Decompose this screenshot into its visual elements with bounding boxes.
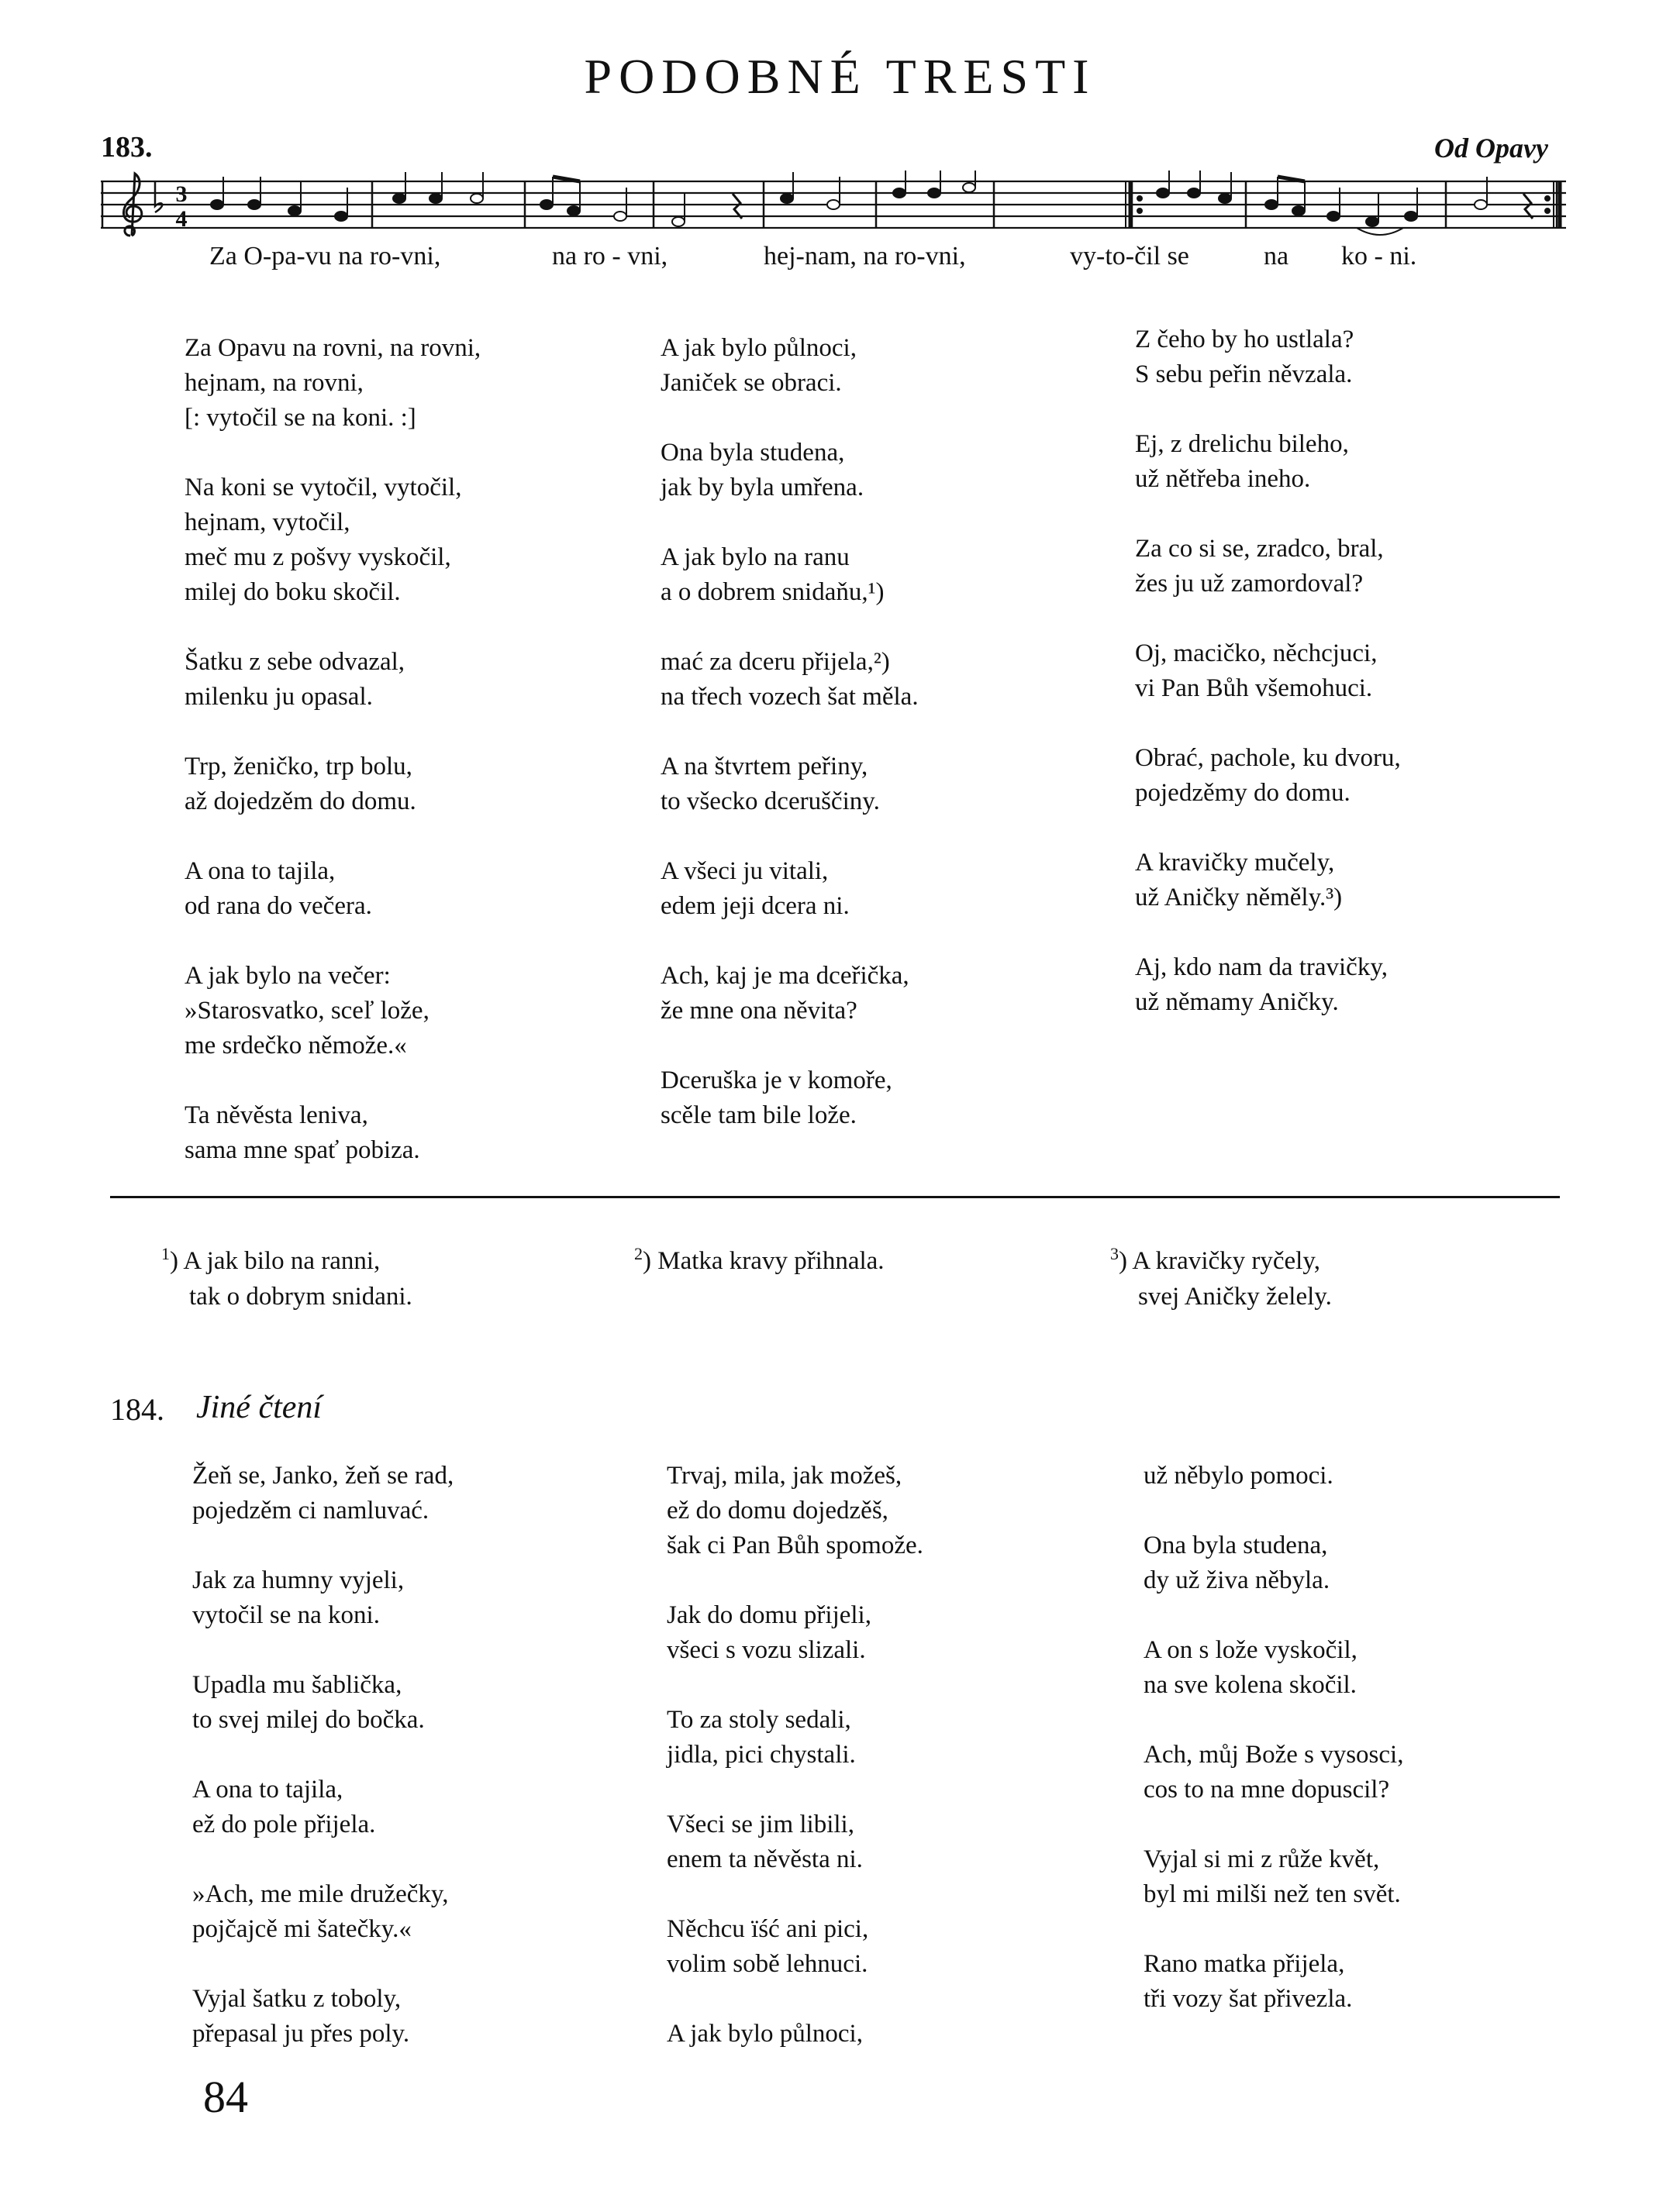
stanza [661,749,919,819]
verse-line: A on s lože vyskočil, [1144,1636,1357,1664]
verse-line: tři vozy šat přivezla. [1144,1985,1353,2013]
verse-line: všeci s vozu slizali. [667,1636,866,1664]
verse-line: Ona byla studena, [1144,1532,1328,1559]
verse-line: milej do boku skočil. [185,578,401,606]
verse-line: Ta něvěsta leniva, [185,1101,368,1129]
stanza [1135,322,1401,392]
footnote-2: $^2$) Matka kravy přihnala. [634,1244,885,1275]
song1-column-2 [661,331,919,1133]
verse-line: Vyjal šatku z toboly, [192,1985,402,2013]
stanza [192,1773,454,1842]
song-number-184: 184. [110,1392,164,1427]
stanza [661,331,919,401]
verse-line: Ej, z drelichu bileho, [1135,430,1349,458]
verse-line: Z čeho by ho ustlala? [1135,326,1354,353]
footnote-mark: 1 [161,1244,170,1263]
song2-column-1 [192,1459,454,2052]
stanza [667,1459,923,1563]
verse-line: vi Pan Bůh všemohuci. [1135,674,1373,702]
verse-line: Trp, ženičko, trp bolu, [185,753,412,780]
stanza [1144,1633,1403,1703]
verse-line: dy už živa něbyla. [1144,1566,1330,1594]
song1-column-3 [1135,322,1401,1020]
verse-line: šak ci Pan Bůh spomože. [667,1532,923,1559]
time-signature-top: 3 [175,181,188,207]
song2-column-3 [1144,1459,1403,2017]
music-lyric-syllables: na [1264,242,1289,270]
stanza [661,1063,919,1133]
page-number: 84 [203,2072,248,2122]
song1-column-1 [185,331,481,1168]
stanza [661,540,919,610]
verse-line: Rano matka přijela, [1144,1950,1345,1978]
time-signature [176,181,188,232]
verse-line: milenku ju opasal. [185,683,373,711]
verse-line: až dojedzěm do domu. [185,787,416,815]
verse-line: mać za dceru přijela,²) [661,648,890,676]
footnote-mark: 2 [634,1244,643,1263]
verse-line: »Ach, me mile družečky, [192,1880,449,1908]
stanza [192,1459,454,1528]
song2-column-2 [667,1459,923,2052]
stanza [1135,427,1401,497]
song-number-183: 183. [101,131,153,164]
verse-line: A ona to tajila, [192,1776,343,1804]
stanza [667,1598,923,1668]
footnote-line: A kravičky ryčely, [1132,1247,1320,1275]
verse-line: to všecko dceruščiny. [661,787,880,815]
verse-line: A kravičky mučely, [1135,849,1335,877]
stanza [185,470,481,610]
stanza [185,1098,481,1168]
verse-line: enem ta něvěsta ni. [667,1845,863,1873]
song-subtitle: Jiné čtení [196,1390,323,1425]
stanza [185,749,481,819]
verse-line: pojedzěm ci namluvać. [192,1497,429,1525]
verse-line: Za co si se, zradco, bral, [1135,535,1384,563]
verse-line: S sebu peřin něvzala. [1135,360,1353,388]
music-lyric-syllables: hej-nam, na ro-vni, [764,242,966,270]
music-lyric-syllables: vy-to-čil se [1070,242,1189,270]
verse-line: A jak bylo na večer: [185,962,391,990]
verse-line: Ach, můj Bože s vysosci, [1144,1741,1404,1769]
verse-line: meč mu z pošvy vyskočil, [185,543,451,571]
verse-line: volim sobě lehnuci. [667,1950,868,1978]
stanza [192,1563,454,1633]
verse-line: Šatku z sebe odvazal, [185,648,405,676]
verse-line: Ona byla studena, [661,439,845,467]
stanza [661,959,919,1028]
verse-line: Něchcu ïść ani pici, [667,1915,869,1943]
verse-line: Upadla mu šablička, [192,1671,402,1699]
verse-line: a o dobrem snidaňu,¹) [661,578,885,606]
verse-line: Na koni se vytočil, vytočil, [185,474,462,501]
verse-line: Jak za humny vyjeli, [192,1566,405,1594]
stanza [1135,950,1401,1020]
time-signature-bottom: 4 [175,206,188,232]
stanza [667,1703,923,1773]
song-origin: Od Opavy [1434,133,1548,164]
music-lyric-syllables: Za O-pa-vu na ro-vni, [209,242,441,270]
verse-line: A ona to tajila, [185,857,336,885]
verse-line: »Starosvatko, sceľ lože, [185,997,429,1025]
stanza [1135,846,1401,915]
verse-line: Oj, macičko, něchcjuci, [1135,639,1378,667]
verse-line: A všeci ju vitali, [661,857,829,885]
verse-line: že mne ona něvita? [661,997,857,1025]
verse-line: scěle tam bile lože. [661,1101,857,1129]
footnote-line: tak o dobrym snidani. [189,1283,412,1311]
verse-line: A na štvrtem peřiny, [661,753,868,780]
verse-line: ež do domu dojedzěš, [667,1497,888,1525]
verse-line: ež do pole přijela. [192,1811,376,1838]
stanza [1144,1842,1403,1912]
verse-line: žes ju už zamordoval? [1135,570,1364,598]
verse-line: pojčajcě mi šatečky.« [192,1915,412,1943]
stanza [1135,741,1401,811]
verse-line: na sve kolena skočil. [1144,1671,1357,1699]
verse-line: už Aničky něměly.³) [1135,884,1343,911]
footnote-line: Matka kravy přihnala. [657,1247,885,1275]
verse-line: Janiček se obraci. [661,369,842,397]
verse-line: to svej milej do bočka. [192,1706,425,1734]
stanza [661,436,919,505]
stanza [1144,1738,1403,1807]
footnote-3: $^3$) A kravičky ryčely, svej Aničky želely. [1110,1236,1332,1314]
verse-line: Za Opavu na rovni, na rovni, [185,334,481,362]
footnote-mark: 3 [1110,1244,1119,1263]
footnote-1: $^1$) A jak bilo na ranni, tak o dobrym snidani. [161,1236,412,1314]
stanza [192,1668,454,1738]
verse-line: cos to na mne dopuscil? [1144,1776,1390,1804]
stanza [1144,1459,1403,1494]
stanza [1144,1947,1403,2017]
stanza [667,1807,923,1877]
verse-line: edem jeji dcera ni. [661,892,850,920]
verse-line: Trvaj, mila, jak možeš, [667,1462,902,1490]
verse-line: A jak bylo půlnoci, [661,334,857,362]
stanza [1135,532,1401,601]
verse-line: Jak do domu přijeli, [667,1601,871,1629]
stanza [192,1982,454,2052]
verse-line: byl mi milši než ten svět. [1144,1880,1401,1908]
page-title: PODOBNÉ TRESTI [584,49,1096,104]
verse-line: hejnam, na rovni, [185,369,364,397]
footnote-line: A jak bilo na ranni, [183,1247,381,1275]
verse-line: Ach, kaj je ma dceřička, [661,962,909,990]
verse-line: Žeň se, Janko, žeň se rad, [192,1462,454,1490]
music-lyrics [101,242,1566,276]
music-lyric-syllables: na ro - vni, [552,242,668,270]
verse-line: už němamy Aničky. [1135,988,1339,1016]
verse-line: sama mne spať pobiza. [185,1136,420,1164]
verse-line: me srdečko němože.« [185,1032,407,1059]
flat-sign-icon [155,181,162,212]
verse-line: Vyjal si mi z růže květ, [1144,1845,1380,1873]
verse-line: přepasal ju přes poly. [192,2020,410,2048]
verse-line: jak by byla umřena. [661,474,864,501]
footnote-line: svej Aničky želely. [1138,1283,1332,1311]
stanza [185,331,481,436]
stanza [185,645,481,715]
verse-line: [: vytočil se na koni. :] [185,404,416,432]
verse-line: Aj, kdo nam da travičky, [1135,953,1388,981]
music-lyric-syllables: ko - ni. [1341,242,1417,270]
stanza [667,2017,923,2052]
stanza [661,854,919,924]
verse-line: hejnam, vytočil, [185,508,350,536]
verse-line: jidla, pici chystali. [667,1741,856,1769]
stanza [1135,636,1401,706]
verse-line: A jak bylo půlnoci, [667,2020,863,2048]
verse-line: A jak bylo na ranu [661,543,850,571]
verse-line: Všeci se jim libili, [667,1811,854,1838]
verse-line: Dceruška je v komoře, [661,1066,892,1094]
verse-line: na třech vozech šat měla. [661,683,919,711]
verse-line: od rana do večera. [185,892,372,920]
stanza [185,854,481,924]
stanza [185,959,481,1063]
stanza [667,1912,923,1982]
music-staff [101,171,1566,240]
verse-line: už něbylo pomoci. [1144,1462,1333,1490]
stanza [661,645,919,715]
stanza [1144,1528,1403,1598]
verse-line: už nětřeba ineho. [1135,465,1311,493]
notes [211,171,1533,235]
verse-line: vytočil se na koni. [192,1601,380,1629]
verse-line: pojedzěmy do domu. [1135,779,1351,807]
verse-line: To za stoly sedali, [667,1706,851,1734]
footnote-divider [110,1196,1560,1198]
stanza [192,1877,454,1947]
verse-line: Obrać, pachole, ku dvoru, [1135,744,1401,772]
